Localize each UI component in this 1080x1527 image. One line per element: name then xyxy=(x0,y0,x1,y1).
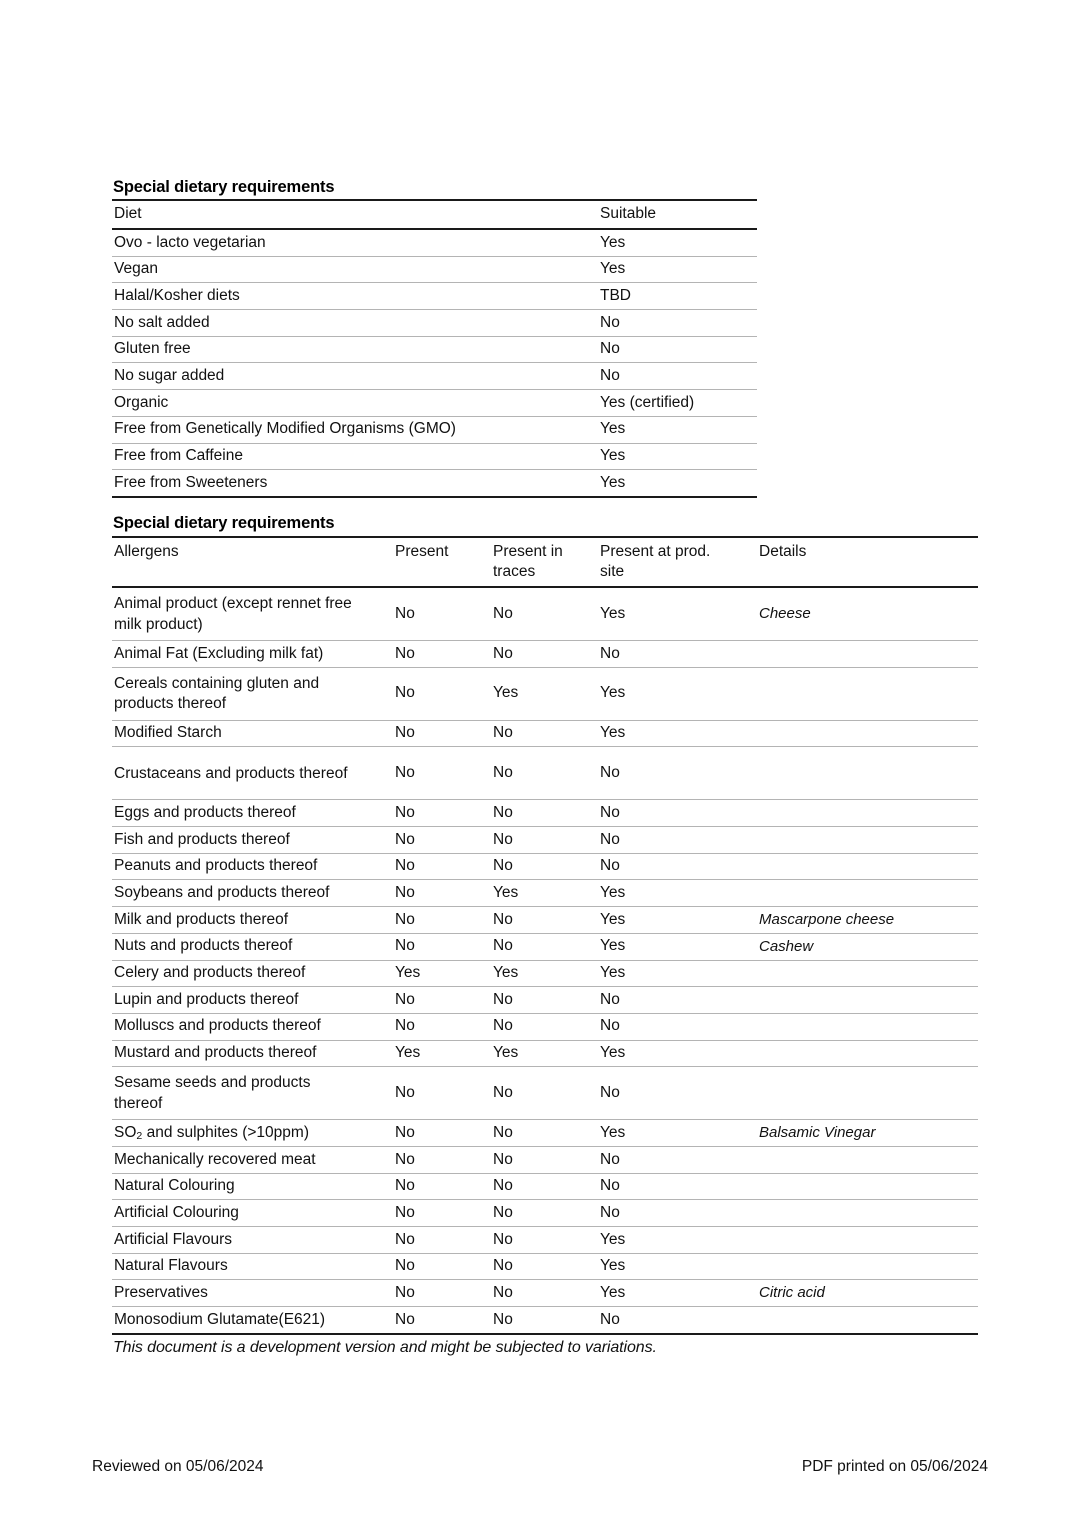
allergen-present-in-traces-cell: No xyxy=(491,1200,598,1227)
allergen-present-cell: No xyxy=(393,1173,491,1200)
allergen-present-cell: No xyxy=(393,987,491,1014)
table-row xyxy=(112,390,757,417)
allergen-details-cell xyxy=(757,800,978,827)
suitable-column-header: Suitable xyxy=(598,200,757,229)
allergen-details-cell: Mascarpone cheese xyxy=(757,907,978,934)
diet-column-header: Diet xyxy=(112,200,598,229)
allergen-present-cell: No xyxy=(393,1120,491,1147)
allergen-label-line1: Natural Flavours xyxy=(114,1257,228,1275)
allergen-present-in-traces-cell: No xyxy=(491,827,598,854)
allergen-table-body xyxy=(112,587,978,1334)
table-row xyxy=(112,1280,978,1307)
table-row xyxy=(112,416,757,443)
allergen-details-cell xyxy=(757,880,978,907)
allergen-label-line1: Celery and products thereof xyxy=(114,964,306,982)
table-row xyxy=(112,853,978,880)
allergen-present-at-prod-site-cell: Yes xyxy=(598,1253,757,1280)
allergen-details-cell xyxy=(757,1253,978,1280)
diet-table-foot xyxy=(112,497,757,498)
allergen-details-cell xyxy=(757,827,978,854)
table-row xyxy=(112,827,978,854)
allergen-details-cell xyxy=(757,1307,978,1334)
allergen-label-line1: Animal product (except rennet free xyxy=(114,595,352,613)
allergen-label-line1: Molluscs and products thereof xyxy=(114,1017,321,1035)
allergen-present-in-traces-cell: No xyxy=(491,1280,598,1307)
allergen-details-cell xyxy=(757,853,978,880)
allergen-present-cell: No xyxy=(393,747,491,800)
table-row xyxy=(112,443,757,470)
allergen-name-cell xyxy=(112,907,393,934)
diet-suitable-cell: Yes xyxy=(598,443,757,470)
diet-header-row xyxy=(112,200,757,229)
allergen-label-line1: Peanuts and products thereof xyxy=(114,857,318,875)
allergen-name-cell xyxy=(112,933,393,960)
allergen-present-in-traces-cell: Yes xyxy=(491,667,598,720)
allergen-name-cell xyxy=(112,667,393,720)
table-row xyxy=(112,283,757,310)
allergen-present-cell: Yes xyxy=(393,1040,491,1067)
allergen-present-at-prod-site-cell: Yes xyxy=(598,933,757,960)
table-row xyxy=(112,933,978,960)
allergen-name-cell xyxy=(112,1120,393,1147)
present-at-prod-site-column-header xyxy=(598,537,757,587)
allergen-label-line1: Nuts and products thereof xyxy=(114,937,293,955)
allergen-present-at-prod-site-cell: Yes xyxy=(598,907,757,934)
allergen-present-cell: No xyxy=(393,1280,491,1307)
table-row xyxy=(112,667,978,720)
allergen-header-row xyxy=(112,537,978,587)
allergen-details-cell xyxy=(757,987,978,1014)
allergen-present-at-prod-site-cell: Yes xyxy=(598,1040,757,1067)
allergen-present-cell: No xyxy=(393,907,491,934)
allergen-label-line1: Artificial Flavours xyxy=(114,1230,232,1248)
table-row xyxy=(112,907,978,934)
allergen-present-in-traces-cell: No xyxy=(491,1227,598,1254)
allergen-name-cell xyxy=(112,1280,393,1307)
details-column-header: Details xyxy=(757,537,978,587)
traces-header-line2: traces xyxy=(493,563,536,581)
table-row xyxy=(112,587,978,641)
allergen-label-line2: products thereof xyxy=(114,695,227,713)
allergen-present-at-prod-site-cell: Yes xyxy=(598,960,757,987)
allergen-present-cell: No xyxy=(393,880,491,907)
allergen-present-in-traces-cell: Yes xyxy=(491,880,598,907)
allergen-present-cell: No xyxy=(393,1146,491,1173)
diet-suitable-cell: Yes xyxy=(598,470,757,497)
allergen-label-line1: Animal Fat (Excluding milk fat) xyxy=(114,644,324,662)
allergen-present-cell: No xyxy=(393,641,491,668)
allergen-present-cell: No xyxy=(393,587,491,641)
allergen-name-cell xyxy=(112,641,393,668)
allergen-present-at-prod-site-cell: No xyxy=(598,800,757,827)
allergen-label-line1: Natural Colouring xyxy=(114,1177,235,1195)
allergen-present-at-prod-site-cell: Yes xyxy=(598,720,757,747)
allergen-present-at-prod-site-cell: No xyxy=(598,641,757,668)
allergen-present-at-prod-site-cell: Yes xyxy=(598,1120,757,1147)
allergen-present-in-traces-cell: No xyxy=(491,1146,598,1173)
allergen-present-cell: No xyxy=(393,800,491,827)
allergen-name-cell xyxy=(112,880,393,907)
site-header-line2: site xyxy=(600,563,625,581)
table-row xyxy=(112,1067,978,1120)
allergen-details-cell xyxy=(757,641,978,668)
allergen-present-in-traces-cell: No xyxy=(491,853,598,880)
allergen-details-cell xyxy=(757,1173,978,1200)
reviewed-on-text: Reviewed on 05/06/2024 xyxy=(92,1458,264,1475)
table-row xyxy=(112,987,978,1014)
table-row xyxy=(112,310,757,337)
table-row xyxy=(112,641,978,668)
allergen-details-cell: Cashew xyxy=(757,933,978,960)
allergen-present-in-traces-cell: No xyxy=(491,641,598,668)
diet-name-cell: Ovo - lacto vegetarian xyxy=(112,229,598,256)
allergens-column-header: Allergens xyxy=(112,537,393,587)
allergen-label-line1: Crustaceans and products thereof xyxy=(114,764,348,782)
allergen-name-cell xyxy=(112,587,393,641)
allergen-present-in-traces-cell: No xyxy=(491,1120,598,1147)
allergen-present-cell: No xyxy=(393,667,491,720)
allergen-table xyxy=(112,536,978,1335)
allergen-name-cell xyxy=(112,1200,393,1227)
diet-suitable-cell: Yes xyxy=(598,256,757,283)
allergen-label-line1: Modified Starch xyxy=(114,724,222,742)
table-row xyxy=(112,1253,978,1280)
allergen-present-in-traces-cell: No xyxy=(491,720,598,747)
present-in-traces-column-header xyxy=(491,537,598,587)
allergen-details-cell: Citric acid xyxy=(757,1280,978,1307)
allergen-name-cell xyxy=(112,1173,393,1200)
diet-suitable-cell: No xyxy=(598,336,757,363)
allergen-present-cell: No xyxy=(393,720,491,747)
allergen-present-at-prod-site-cell: Yes xyxy=(598,1227,757,1254)
allergen-label-line1: Milk and products thereof xyxy=(114,910,289,928)
diet-table xyxy=(112,199,757,498)
allergen-present-at-prod-site-cell: Yes xyxy=(598,1280,757,1307)
site-header-line1: Present at prod. xyxy=(600,543,711,560)
allergen-name-cell xyxy=(112,800,393,827)
allergen-present-in-traces-cell: No xyxy=(491,1253,598,1280)
table-row xyxy=(112,960,978,987)
allergen-label-line1: Fish and products thereof xyxy=(114,830,290,848)
development-version-footnote: This document is a development version and might be subjected to variations. xyxy=(113,1339,657,1356)
diet-name-cell: Free from Sweeteners xyxy=(112,470,598,497)
diet-table-head xyxy=(112,200,757,229)
allergen-present-in-traces-cell: No xyxy=(491,1013,598,1040)
allergen-label-line1: Mechanically recovered meat xyxy=(114,1150,316,1168)
allergen-name-cell xyxy=(112,827,393,854)
allergen-table-foot xyxy=(112,1334,978,1335)
allergen-present-cell: No xyxy=(393,1253,491,1280)
table-row xyxy=(112,880,978,907)
allergen-present-cell: Yes xyxy=(393,960,491,987)
allergen-details-cell xyxy=(757,1040,978,1067)
diet-name-cell: Halal/Kosher diets xyxy=(112,283,598,310)
table-row xyxy=(112,1227,978,1254)
allergen-label-line1: Preservatives xyxy=(114,1283,208,1301)
allergen-details-cell xyxy=(757,720,978,747)
diet-suitable-cell: Yes xyxy=(598,229,757,256)
allergen-name-cell xyxy=(112,1146,393,1173)
allergen-present-in-traces-cell: No xyxy=(491,1173,598,1200)
page-footer xyxy=(92,1458,988,1476)
allergen-present-cell: No xyxy=(393,1067,491,1120)
table-row xyxy=(112,1200,978,1227)
allergen-present-in-traces-cell: No xyxy=(491,907,598,934)
allergen-present-at-prod-site-cell: No xyxy=(598,1307,757,1334)
diet-name-cell: Free from Genetically Modified Organisms (GMO) xyxy=(112,416,598,443)
allergen-name-cell xyxy=(112,987,393,1014)
allergen-label-line1: Lupin and products thereof xyxy=(114,990,299,1008)
allergen-present-at-prod-site-cell: No xyxy=(598,747,757,800)
allergen-label-line1: Mustard and products thereof xyxy=(114,1044,317,1062)
allergen-name-cell xyxy=(112,1253,393,1280)
allergen-present-cell: No xyxy=(393,853,491,880)
allergen-present-cell: No xyxy=(393,1307,491,1334)
allergen-present-at-prod-site-cell: No xyxy=(598,1173,757,1200)
allergen-label-line1: Eggs and products thereof xyxy=(114,803,296,821)
allergen-present-cell: No xyxy=(393,827,491,854)
allergen-present-cell: No xyxy=(393,933,491,960)
allergen-present-at-prod-site-cell: Yes xyxy=(598,880,757,907)
allergen-name-cell xyxy=(112,960,393,987)
diet-suitable-cell: No xyxy=(598,310,757,337)
allergen-name-cell xyxy=(112,1013,393,1040)
table-row xyxy=(112,747,978,800)
allergen-present-cell: No xyxy=(393,1013,491,1040)
table-row xyxy=(112,336,757,363)
allergen-present-in-traces-cell: Yes xyxy=(491,1040,598,1067)
allergen-present-at-prod-site-cell: No xyxy=(598,1013,757,1040)
allergen-details-cell xyxy=(757,1146,978,1173)
diet-name-cell: Organic xyxy=(112,390,598,417)
diet-name-cell: No salt added xyxy=(112,310,598,337)
allergen-label-line2: thereof xyxy=(114,1094,163,1112)
allergen-present-cell: No xyxy=(393,1227,491,1254)
diet-bottom-rule xyxy=(112,497,757,498)
allergen-present-in-traces-cell: No xyxy=(491,1067,598,1120)
allergen-details-cell xyxy=(757,960,978,987)
allergen-name-cell xyxy=(112,853,393,880)
allergen-name-cell xyxy=(112,1040,393,1067)
allergen-details-cell xyxy=(757,667,978,720)
allergen-present-cell: No xyxy=(393,1200,491,1227)
traces-header-line1: Present in xyxy=(493,543,563,560)
allergen-present-at-prod-site-cell: No xyxy=(598,1067,757,1120)
allergen-label-line1: Cereals containing gluten and xyxy=(114,674,320,692)
allergen-present-at-prod-site-cell: No xyxy=(598,853,757,880)
allergen-details-cell xyxy=(757,1200,978,1227)
allergen-present-in-traces-cell: No xyxy=(491,933,598,960)
diet-suitable-cell: Yes xyxy=(598,416,757,443)
allergen-present-at-prod-site-cell: Yes xyxy=(598,587,757,641)
diet-suitable-cell: No xyxy=(598,363,757,390)
diet-suitable-cell: Yes (certified) xyxy=(598,390,757,417)
allergen-present-at-prod-site-cell: No xyxy=(598,987,757,1014)
allergen-present-in-traces-cell: No xyxy=(491,1307,598,1334)
table-row xyxy=(112,1307,978,1334)
diet-table-body xyxy=(112,229,757,497)
allergen-label-line1: Artificial Colouring xyxy=(114,1203,239,1221)
diet-name-cell: No sugar added xyxy=(112,363,598,390)
table-row xyxy=(112,1040,978,1067)
allergen-present-at-prod-site-cell: Yes xyxy=(598,667,757,720)
allergen-table-head xyxy=(112,537,978,587)
allergen-bottom-rule xyxy=(112,1334,978,1335)
so2-subscript: 2 xyxy=(136,1130,143,1143)
allergen-label-line1: $SO_2$ and sulphites (>10ppm) xyxy=(114,1123,309,1143)
diet-name-cell: Vegan xyxy=(112,256,598,283)
diet-suitable-cell: TBD xyxy=(598,283,757,310)
allergen-name-cell xyxy=(112,1227,393,1254)
diet-name-cell: Free from Caffeine xyxy=(112,443,598,470)
allergen-section-heading: Special dietary requirements xyxy=(113,514,335,532)
table-row xyxy=(112,470,757,497)
diet-name-cell: Gluten free xyxy=(112,336,598,363)
allergen-present-in-traces-cell: No xyxy=(491,587,598,641)
allergen-details-cell xyxy=(757,1013,978,1040)
diet-section-heading: Special dietary requirements xyxy=(113,178,335,196)
table-row xyxy=(112,1173,978,1200)
allergen-label-line1: Monosodium Glutamate(E621) xyxy=(114,1310,326,1328)
allergen-present-at-prod-site-cell: No xyxy=(598,1200,757,1227)
table-row xyxy=(112,720,978,747)
allergen-name-cell xyxy=(112,720,393,747)
allergen-details-cell xyxy=(757,1067,978,1120)
table-row xyxy=(112,363,757,390)
allergen-present-in-traces-cell: No xyxy=(491,747,598,800)
allergen-name-cell xyxy=(112,1307,393,1334)
table-row xyxy=(112,1146,978,1173)
allergen-details-cell xyxy=(757,747,978,800)
allergen-label-line1: Sesame seeds and products xyxy=(114,1074,311,1092)
allergen-label-line1: Soybeans and products thereof xyxy=(114,884,330,902)
allergen-present-in-traces-cell: Yes xyxy=(491,960,598,987)
allergen-present-at-prod-site-cell: No xyxy=(598,1146,757,1173)
table-row xyxy=(112,256,757,283)
allergen-present-in-traces-cell: No xyxy=(491,987,598,1014)
table-row xyxy=(112,229,757,256)
table-row xyxy=(112,1120,978,1147)
allergen-details-cell xyxy=(757,1227,978,1254)
allergen-name-cell xyxy=(112,747,393,800)
allergen-present-at-prod-site-cell: No xyxy=(598,827,757,854)
pdf-printed-on-text: PDF printed on 05/06/2024 xyxy=(801,1458,988,1475)
table-row xyxy=(112,800,978,827)
table-row xyxy=(112,1013,978,1040)
allergen-name-cell xyxy=(112,1067,393,1120)
allergen-details-cell: Cheese xyxy=(757,587,978,641)
allergen-details-cell: Balsamic Vinegar xyxy=(757,1120,978,1147)
allergen-label-line2: milk product) xyxy=(114,615,203,633)
allergen-present-in-traces-cell: No xyxy=(491,800,598,827)
present-column-header: Present xyxy=(393,537,491,587)
